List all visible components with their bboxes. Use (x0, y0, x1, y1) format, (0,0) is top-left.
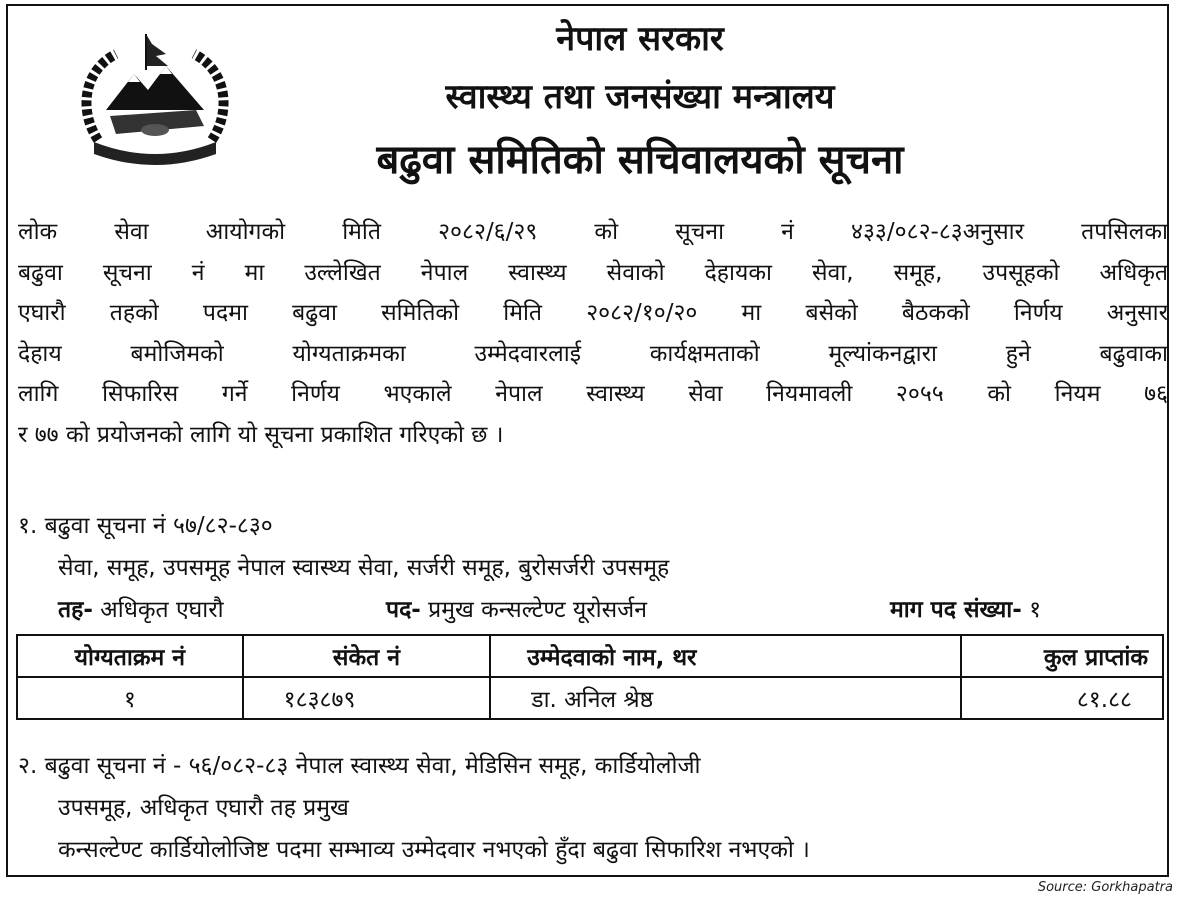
demand-label: माग पद संख्या- (890, 597, 1022, 623)
table-row (17, 677, 1163, 719)
notice-line: र ७७ को प्रयोजनको लागि यो सूचना प्रकाशित गरिएको छ । (18, 421, 504, 448)
government-emblem-icon (76, 30, 234, 170)
cell-rank: १ (17, 677, 243, 719)
table-header-row (17, 635, 1163, 677)
col-total-score: कुल प्राप्तांक (961, 635, 1163, 677)
col-merit-rank: योग्यताक्रम नं (17, 635, 243, 677)
post-label: पद- (386, 597, 421, 623)
header-government: नेपाल सरकार (556, 19, 724, 59)
header-notice-title: बढुवा समितिको सचिवालयको सूचना (376, 137, 904, 183)
item1-post (386, 592, 647, 624)
item1-level (58, 592, 224, 624)
source-credit: Source: Gorkhapatra (1037, 880, 1173, 895)
cell-score: ८१.८८ (961, 677, 1163, 719)
notice-line: देहाय बमोजिमको योग्यताक्रमका उम्मेदवारलाई कार्यक्षमताको मूल्यांकनद्वारा हुने बढुवाका (18, 340, 1168, 367)
cell-symbol: १८३८७९ (243, 677, 491, 719)
item2-line3: कन्सल्टेण्ट कार्डियोलोजिष्ट पदमा सम्भाव्य उम्मेदवार नभएको हुँदा बढुवा सिफारिश नभएको । (58, 837, 810, 863)
level-value: अधिकृत एघारौ (92, 597, 224, 623)
col-candidate-name: उम्मेदवाको नाम, थर (490, 635, 961, 677)
results-table (16, 634, 1164, 720)
notice-line: बढुवा सूचना नं मा उल्लेखित नेपाल स्वास्थ्य सेवाको देहायका सेवा, समूह, उपसूहको अधिकृत (18, 259, 1168, 286)
post-value: प्रमुख कन्सल्टेण्ट यूरोसर्जन (420, 597, 648, 623)
header-ministry: स्वास्थ्य तथा जनसंख्या मन्त्रालय (445, 77, 835, 117)
demand-value: १ (1021, 597, 1042, 623)
cell-name: डा. अनिल श्रेष्ठ (490, 677, 961, 719)
notice-line: लागि सिफारिस गर्ने निर्णय भएकाले नेपाल स्वास्थ्य सेवा नियमावली २०५५ को नियम ७६ (18, 381, 1168, 407)
notice-line: लोक सेवा आयोगको मिति २०८२/६/२९ को सूचना नं ४३३/०८२-८३अनुसार तपसिलका (18, 219, 1168, 245)
item1-demand (890, 592, 1041, 624)
notice-paragraph (18, 212, 1168, 455)
col-symbol-no: संकेत नं (243, 635, 491, 677)
item2-line1: २. बढुवा सूचना नं - ५६/०८२-८३ नेपाल स्वास्थ्य सेवा, मेडिसिन समूह, कार्डियोलोजी (18, 753, 701, 779)
notice-line: एघारौ तहको पदमा बढुवा समितिको मिति २०८२/१०/२० मा बसेको बैठकको निर्णय अनुसार (18, 300, 1168, 326)
item1-service: सेवा, समूह, उपसमूह नेपाल स्वास्थ्य सेवा, सर्जरी समूह, बुरोसर्जरी उपसमूह (58, 555, 670, 581)
level-label: तह- (58, 597, 93, 623)
item2-line2: उपसमूह, अधिकृत एघारौ तह प्रमुख (58, 795, 349, 821)
item1-title: १. बढुवा सूचना नं ५७/८२-८३० (18, 513, 273, 539)
